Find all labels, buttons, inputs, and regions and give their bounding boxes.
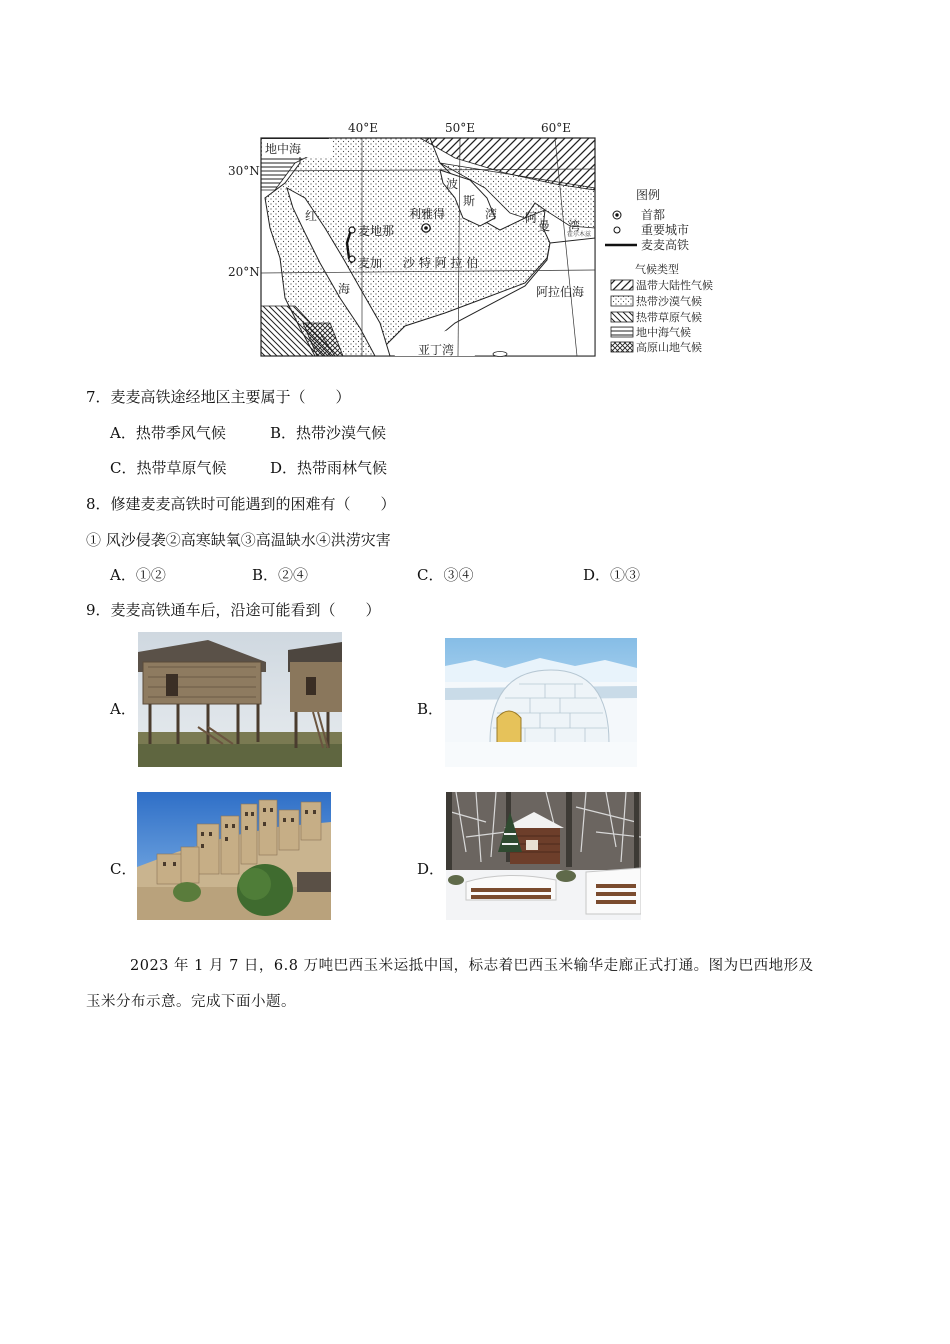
mecca-label: 麦加 [358, 256, 383, 270]
question-9-stem: 9．麦麦高铁通车后，沿途可能看到（ ） [86, 601, 381, 619]
mediterranean-label: 地中海 [265, 142, 302, 156]
legend-climate-3: 热带草原气候 [636, 311, 702, 324]
q9-option-d[interactable]: D． [417, 860, 445, 878]
question-8-items: ① 风沙侵袭②高寒缺氧③高温缺水④洪涝灾害 [86, 531, 391, 549]
legend-climate-1: 温带大陆性气候 [636, 279, 713, 292]
legend-climate-2: 热带沙漠气候 [636, 295, 702, 308]
q9-option-b[interactable]: B． [417, 700, 444, 718]
persian-gulf-label-3: 湾 [485, 207, 498, 221]
lon-label-50: 50°E [445, 121, 476, 135]
legend-title: 图例 [636, 188, 661, 202]
q9-option-a[interactable]: A． [110, 700, 136, 718]
stilt-house-photo[interactable] [138, 632, 342, 767]
q8-option-a[interactable]: A．①② [110, 566, 166, 584]
intro-paragraph-line-1: 2023 年 1 月 7 日，6.8 万吨巴西玉米运抵中国，标志着巴西玉米输华走廊正式打通。图为巴西地形及 [130, 958, 814, 974]
q7-option-a[interactable]: A．热带季风气候 [110, 424, 226, 442]
lon-label-60: 60°E [541, 121, 572, 135]
legend-railway: 麦麦高铁 [641, 238, 690, 252]
persian-gulf-label-1: 波 [446, 177, 459, 191]
question-8-stem: 8．修建麦麦高铁时可能遇到的困难有（ ） [86, 495, 396, 513]
lon-label-40: 40°E [348, 121, 379, 135]
q8-option-b[interactable]: B．②④ [252, 566, 309, 584]
q7-option-d[interactable]: D．热带雨林气候 [270, 459, 388, 477]
climate-map [225, 118, 725, 363]
legend-climate-title: 气候类型 [635, 263, 679, 276]
q9-option-c[interactable]: C． [110, 860, 137, 878]
saudi-label: 沙 特 阿 拉 伯 [403, 256, 479, 270]
red-sea-label: 红 [305, 209, 318, 223]
lat-label-20: 20°N [228, 265, 260, 279]
medina-label: 麦地那 [358, 224, 395, 238]
q8-option-c[interactable]: C．③④ [417, 566, 474, 584]
arabian-sea-label: 阿拉伯海 [536, 285, 585, 299]
q7-option-b[interactable]: B．热带沙漠气候 [270, 424, 387, 442]
persian-gulf-label-2: 斯 [463, 194, 476, 208]
snowy-cabin-photo[interactable] [446, 792, 641, 920]
hormuz-label: 霍尔木兹 [567, 231, 592, 238]
q8-option-d[interactable]: D．①③ [583, 566, 641, 584]
riyadh-label: 利雅得 [409, 207, 446, 221]
igloo-photo[interactable] [445, 638, 637, 767]
intro-paragraph-line-2: 玉米分布示意。完成下面小题。 [86, 994, 296, 1010]
legend-city: 重要城市 [641, 223, 690, 237]
red-sea-label-2: 海 [338, 282, 351, 296]
question-7-stem: 7．麦麦高铁途经地区主要属于（ ） [86, 388, 351, 406]
legend-capital: 首都 [641, 208, 666, 222]
oman-gulf-label-2: 曼 [538, 219, 551, 233]
oman-gulf-label-1: 阿 [525, 211, 538, 225]
legend-climate-5: 高原山地气候 [636, 341, 702, 354]
legend-climate-4: 地中海气候 [636, 326, 691, 339]
q7-option-c[interactable]: C．热带草原气候 [110, 459, 227, 477]
oman-gulf-label-3: 湾 [568, 219, 581, 233]
mud-brick-buildings-photo[interactable] [137, 792, 331, 920]
aden-label: 亚丁湾 [418, 343, 455, 357]
lat-label-30: 30°N [228, 164, 260, 178]
